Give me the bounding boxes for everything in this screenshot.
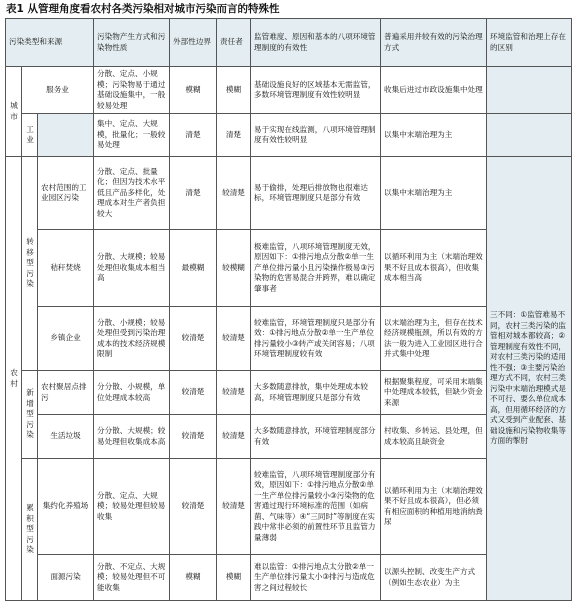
row-characteristics: 分散、定点、小规模；污染物易于通过基础设施集中，一般较易处理: [94, 67, 170, 114]
table-row: [6, 114, 572, 157]
row-method: 以循环利用为主（末端治理效果不好且成本很高），但收集成本相当高: [381, 230, 487, 307]
table-row: [6, 157, 572, 230]
row-characteristics: 分散、定点、大规模；较易处理但较易收集: [94, 459, 170, 555]
row-source: 乡镇企业: [38, 307, 94, 371]
group-rural: 农村: [6, 157, 22, 601]
row-method: 收集后进过市政设施集中处理: [381, 67, 487, 114]
row-externality: 清楚: [170, 114, 217, 157]
row-responsible: 较清楚: [217, 371, 251, 415]
row-responsible: 模糊: [217, 555, 251, 601]
group-city: 城市: [6, 67, 22, 157]
row-characteristics: 分散、定点、批量化；但因为技术水平低且产品多样化，处理成本对生产者负担较大: [94, 157, 170, 230]
table-row: [6, 67, 572, 114]
header-externality: 外部性边界: [170, 19, 217, 67]
row-characteristics: 分分散、小规模，单位处理成本较高: [94, 371, 170, 415]
row-method: 以末端治理为主，但存在技术经济规模瓶颈，所以有效的方法一般为进入工业园区进行合并式集中处理: [381, 307, 487, 371]
row-externality: 清楚: [170, 157, 217, 230]
problems-blank-industry: [487, 114, 572, 157]
row-difficulty: 较难监管，环境管理制度只是部分有效：①排污地点分散②单一生产单位排污量较小③转产或关闭容易；八项环境管理制度较有效: [251, 307, 381, 371]
group-transfer: 转移型污染: [22, 157, 38, 371]
row-externality: 较清楚: [170, 459, 217, 555]
row-source: 面源污染: [38, 555, 94, 601]
row-difficulty: 易于实现在线监测，八项环境管理制度有效性较明显: [251, 114, 381, 157]
row-source: 服务业: [22, 67, 94, 114]
row-method: 以源头控制、改变生产方式（例如生态农业）为主: [381, 555, 487, 601]
row-source: 农村聚居点排污: [38, 371, 94, 415]
row-method: 以集中末端治理为主: [381, 157, 487, 230]
group-industry: 工业: [22, 114, 38, 157]
row-characteristics: 分散、小规模；较易处理但受到污染治理成本的技术经济规模限制: [94, 307, 170, 371]
row-externality: 模糊: [170, 67, 217, 114]
row-difficulty: 大多数随意排放，集中处理成本较高，环境管理制度只是部分有效: [251, 371, 381, 415]
row-method: 以循环利用为主（末端治理效果不好且成本很高），但必须有相应面积的种植用地消纳粪尿: [381, 459, 487, 555]
row-source: 集约化养殖场: [38, 459, 94, 555]
row-responsible: 较模糊: [217, 230, 251, 307]
group-new: 新增型污染: [22, 371, 38, 459]
header-row: [6, 19, 572, 67]
row-characteristics: 分散、不定点、大规模；较易处理但不可能收集: [94, 555, 170, 601]
row-characteristics: 分散、大规模；较易处理但收集成本相当高: [94, 230, 170, 307]
header-method: 普遍采用并较有效的污染治理方式: [381, 19, 487, 67]
header-difficulty: 监管难度、原因和基本的八项环境管理制度的有效性: [251, 19, 381, 67]
row-difficulty: 基础设施良好的区域基本无需监管，多数环境管理制度有效性较明显: [251, 67, 381, 114]
row-difficulty: 易于偷排，处理后排放物也很难达标，环境管理制度只是部分有效: [251, 157, 381, 230]
group-accum: 累积型污染: [22, 459, 38, 601]
row-externality: 较清楚: [170, 371, 217, 415]
row-responsible: 模糊: [217, 67, 251, 114]
row-responsible: 较清楚: [217, 459, 251, 555]
comparison-table: [5, 18, 572, 601]
row-characteristics: 集中、定点、大规模，批量化；一般较易处理: [94, 114, 170, 157]
row-externality: 模糊: [170, 555, 217, 601]
row-responsible: 清楚: [217, 114, 251, 157]
row-responsible: 较清楚: [217, 307, 251, 371]
row-source: [38, 114, 94, 157]
header-characteristics: 污染物产生方式和污染物性质: [94, 19, 170, 67]
row-difficulty: 较难监管，八项环境管理制度部分有效，原因如下：①排污地点分散②单一生产单位排污量较小③污染物的危害通过现行环境标准的范围（如病菌、气味等）④“三同时”等制度在实践中常非必须的前置性环节且监管力量薄弱: [251, 459, 381, 555]
header-responsible: 责任者: [217, 19, 251, 67]
row-difficulty: 大多数随意排放，环境管理制度部分有效: [251, 415, 381, 459]
row-source: 生活垃圾: [38, 415, 94, 459]
header-source: 污染类型和来源: [6, 19, 94, 67]
row-method: 村收集、乡转运、县处理，但成本较高且缺资金: [381, 415, 487, 459]
row-difficulty: 极难监管，八项环境管理制度无效，原因如下：①排污地点分散②单一生产单位排污量小且污染操作极易③污染物的危害易混合并跨界，难以确定肇事者: [251, 230, 381, 307]
row-method: 以集中末端治理为主: [381, 114, 487, 157]
row-source: 农村范围的工业园区污染: [38, 157, 94, 230]
row-externality: 较清楚: [170, 307, 217, 371]
table-title: 表1 从管理角度看农村各类污染相对城市污染而言的特殊性: [6, 3, 280, 15]
row-characteristics: 分分散、大规模；较易处理但收集成本高: [94, 415, 170, 459]
header-problems: 环境监管和治理上存在的区别: [487, 19, 572, 67]
row-method: 根据聚集程度，可采用末端集中处理成本较低，但缺少资金来源: [381, 371, 487, 415]
row-responsible: 较清楚: [217, 157, 251, 230]
problems-blank-city: [487, 67, 572, 114]
row-responsible: 较清楚: [217, 415, 251, 459]
row-externality: 较清楚: [170, 415, 217, 459]
row-difficulty: 难以监管：①排污地点太分散②单一生产单位排污量太小③排污与造成危害之间过程较长: [251, 555, 381, 601]
row-externality: 最模糊: [170, 230, 217, 307]
row-source: 秸秆焚烧: [38, 230, 94, 307]
problems-summary: 三不同：①监管难易不同，农村三类污染的监管相对城本都较高；②管理制度有效性不同，对农村三类污染的适用性不强；③主要污染治理方式不同，农村三类污染中末端治理模式是不可行、要么单位成本高，但用循环经济的方式又受到产业配套、基础设施和污染物收集等方面的掣肘: [487, 157, 572, 601]
